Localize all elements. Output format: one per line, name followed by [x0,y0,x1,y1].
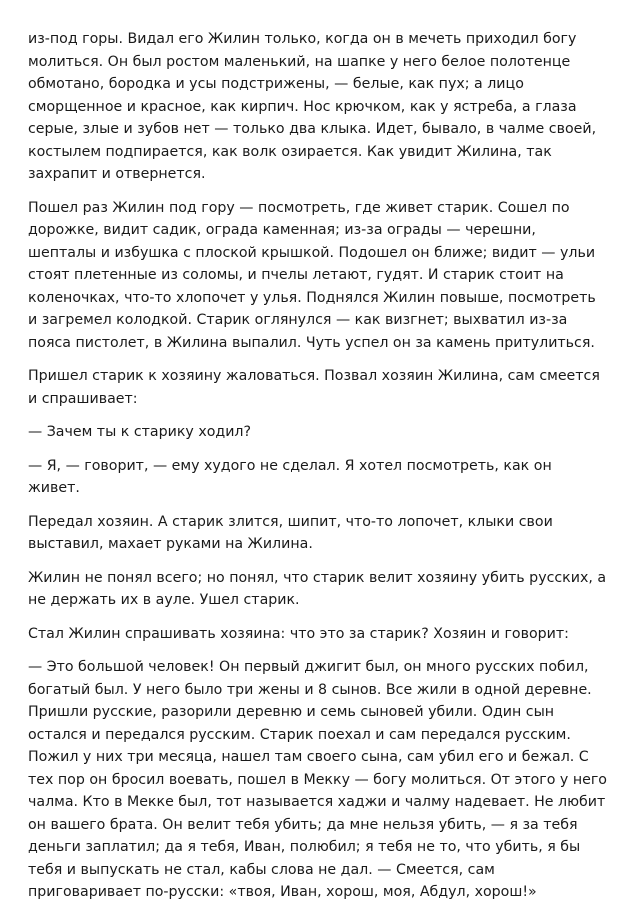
paragraph-1: из-под горы. Видал его Жилин только, когда он в мечеть приходил богу молиться. Он был ростом маленький, на шапке у него белое полотенце обмотано, бородка и усы подстрижены, — белые, как пух; а лицо сморщенное и красное, как кирпич. Нос крючком, как у ястреба, а глаза серые, злые и зубов нет — только два клыка. Идет, бывало, в чалме своей, костылем подпирается, как волк озирается. Как увидит Жилина, так захрапит и отвернется. [28,31,597,182]
paragraph-8: Стал Жилин спрашивать хозяина: что это за старик? Хозяин и говорит: [28,625,569,642]
paragraph-5: — Я, — говорит, — ему худого не сделал. Я хотел посмотреть, как он живет. [28,457,552,496]
paragraph-3: Пришел старик к хозяину жаловаться. Позвал хозяин Жилина, сам смеется и спрашивает: [28,368,600,407]
paragraph-7: Жилин не понял всего; но понял, что старик велит хозяину убить русских, а не держать их в ауле. Ушел старик. [28,569,607,608]
paragraph-4: — Зачем ты к старику ходил? [28,424,252,440]
paragraph-6: Передал хозяин. А старик злится, шипит, что-то лопочет, клыки свои выставил, махает руками на Жилина. [28,513,553,552]
paragraph-2: Пошел раз Жилин под гору — посмотреть, где живет старик. Сошел по дорожке, видит садик, ограда каменная; из-за ограды — черешни, шепталы и избушка с плоской крышкой. Подошел он ближе; видит — ульи стоят плетенные из соломы, и пчелы летают, гудят. И старик стоит на коленочках, что-то хлопочет у улья. Поднялся Жилин повыше, посмотреть и загремел колодкой. Старик оглянулся — как визгнет; выхватил из-за пояса пистолет, в Жилина выпалил. Чуть успел он за камень притулиться. [28,199,596,351]
paragraph-9: — Это большой человек! Он первый джигит был, он много русских побил, богатый был. У него было три жены и 8 сынов. Все жили в одной деревне. Пришли русские, разорили деревню и семь сыновей убили. Один сын остался и передался русским. Старик поехал и сам передался русским. Пожил у них три месяца, нашел там своего сына, сам убил его и бежал. С тех пор он бросил воевать, пошел в Мекку — богу молиться. От этого у него чалма. Кто в Мекке был, тот называется хаджи и чалму надевает. Не любит он вашего брата. Он велит тебя убить; да мне нельзя убить, — я за тебя деньги заплатил; да я тебя, Иван, полюбил; я тебя не то, что убить, я бы тебя и выпускать не стал, кабы слова не дал. — Смеется, сам приговаривает по-русски: «твоя, Иван, хорош, моя, Абдул, хорош!» [28,659,607,900]
